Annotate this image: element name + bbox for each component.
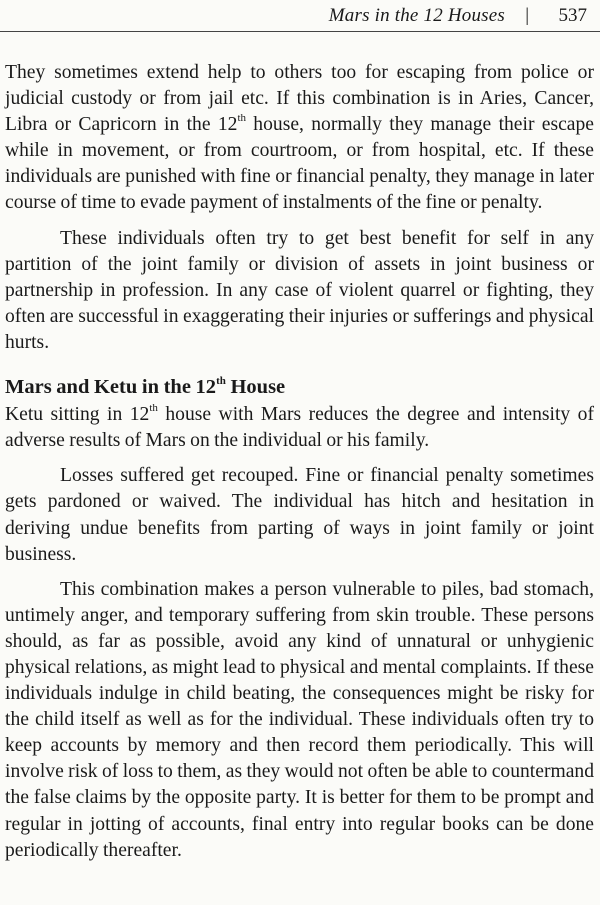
page-header [0,0,600,32]
paragraph-ketu-mars [5,402,594,454]
page-body [5,60,594,864]
page-number: 537 [558,5,587,26]
paragraph-partition-benefit: These individuals often try to get best benefit for self in any partition of the joint family or division of assets in joint business or partnership in profession. In any case of violent quarrel or fighting, they often are successful in exaggerating their injuries or sufferings and physical hurts. [5,227,594,353]
paragraph-escape-help [5,60,594,217]
heading-text: House [225,376,286,399]
running-header-title: Mars in the 12 Houses [328,5,505,26]
paragraph-health-accounts: This combination makes a person vulnerable to piles, bad stomach, untimely anger, and temporary suffering from skin trouble. These persons should, as far as possible, avoid any kind of unnatural or unhygienic physical relations, as might lead to physical and mental complaints. If these individuals indulge in child beating, the consequences might be risky for the child itself as well as for the individual. These individuals often try to keep accounts by memory and then record them periodically. This will involve risk of loss to them, as they would not often be able to countermand the false claims by the opposite party. It is better for them to be prompt and regular in jotting of accounts, final entry into regular books can be done periodically thereafter. [5,578,594,861]
paragraph-text: They sometimes extend help to others too for escaping from police or judicial custody or from jail etc. If this combination is in Aries, Cancer, Libra or Capricorn in the 12 [5,62,594,136]
heading-text: Mars and Ketu in the 12 [5,376,217,399]
superscript: th [237,112,246,125]
paragraph-text: house with Mars reduces the degree and intensity of adverse results of Mars on the individual or his family. [5,404,594,452]
section-heading [5,374,594,400]
paragraph-text: Ketu sitting in 12 [5,404,150,426]
header-rule [0,31,600,32]
superscript: th [149,402,158,415]
header-separator: | [525,5,529,26]
paragraph-losses-recouped: Losses suffered get recouped. Fine or financial penalty sometimes gets pardoned or waived. The individual has hitch and hesitation in deriving undue benefits from parting of ways in joint family or joint business. [5,465,594,565]
paragraph-text: house, normally they manage their escape while in movement, or from courtroom, or from hospital, etc. If these individuals are punished with fine or financial penalty, they manage in later course of time to evade payment of instalments of the fine or penalty. [5,114,594,214]
superscript: th [216,375,226,388]
